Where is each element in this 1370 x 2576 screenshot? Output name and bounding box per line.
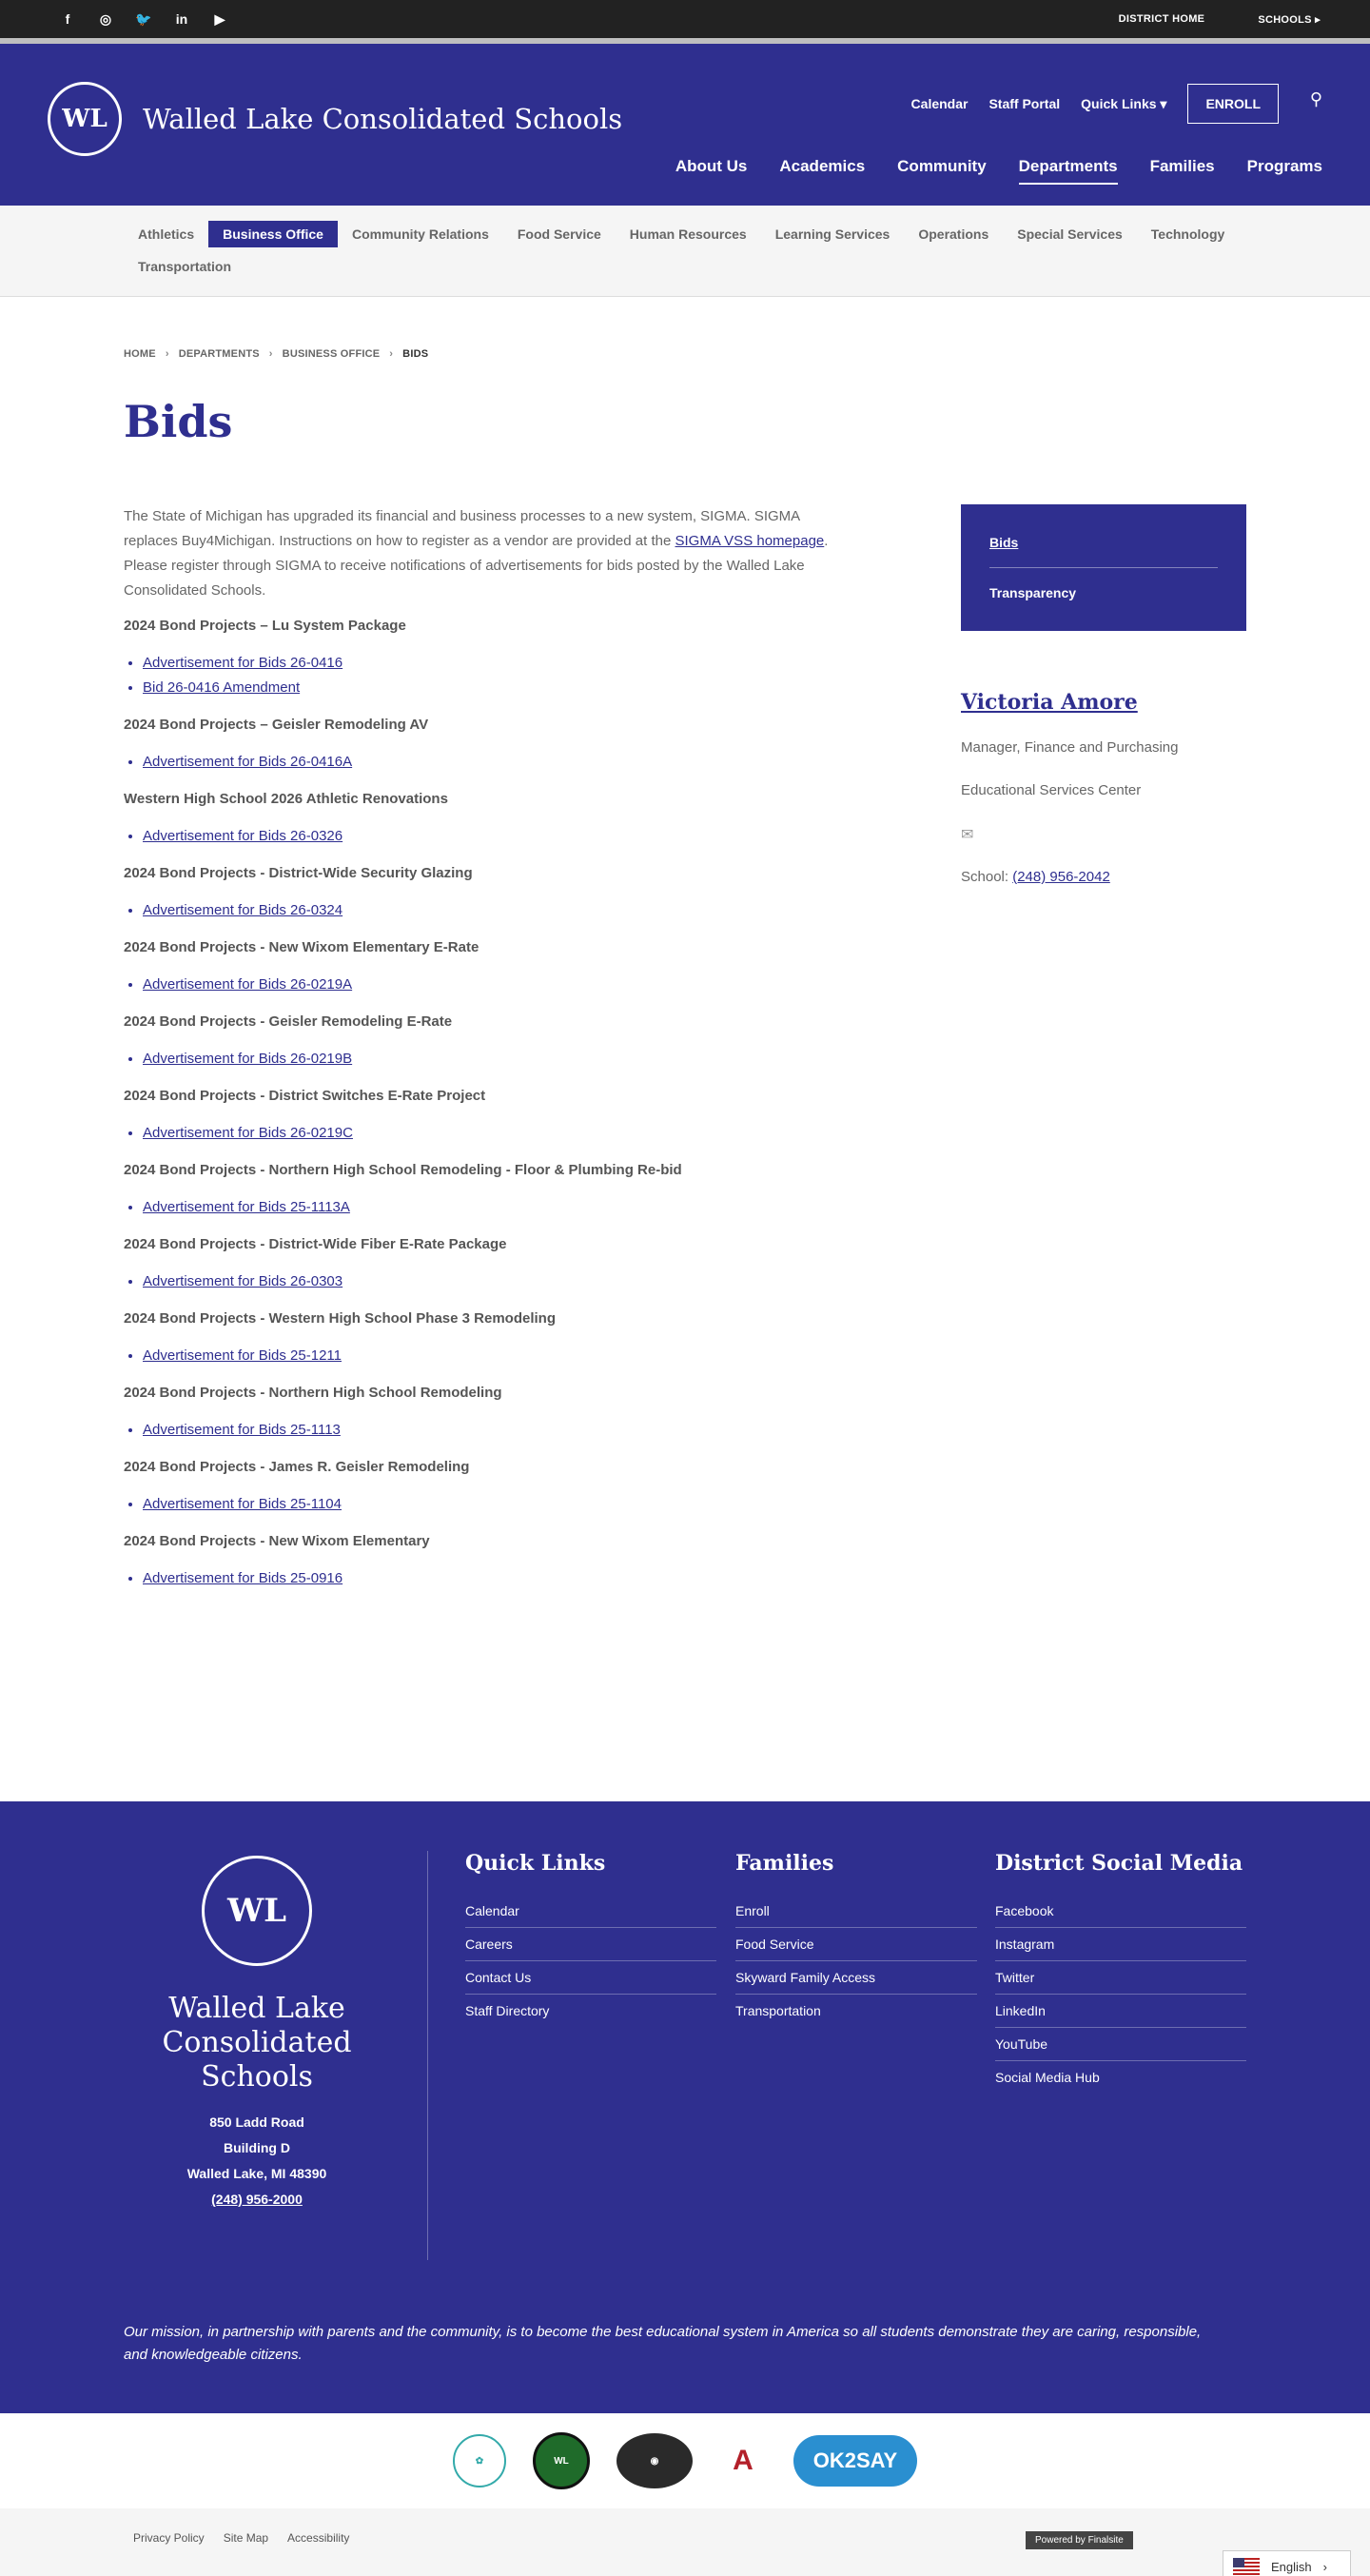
youtube-icon[interactable]: ▶ [214,10,225,27]
address-line-3: Walled Lake, MI 48390 [186,2166,327,2181]
nav-families[interactable]: Families [1149,157,1215,175]
subnav-human-resources[interactable]: Human Resources [629,226,747,242]
contact-title: Manager, Finance and Purchasing [961,739,1179,756]
footer-link-staff-directory[interactable]: Staff Directory [465,2003,550,2018]
bid-link-list [124,898,847,923]
list-item [143,1492,847,1517]
footer-link-careers[interactable]: Careers [465,1928,716,1961]
list-item [143,676,847,700]
bid-document-link[interactable]: Advertisement for Bids 25-1211 [143,1347,342,1364]
bid-document-link[interactable]: Bid 26-0416 Amendment [143,679,301,696]
footer-link-food-service[interactable]: Food Service [735,1928,977,1961]
main-content [0,297,1370,1801]
bid-section-title: 2024 Bond Projects - Northern High School Remodeling - Floor & Plumbing Re-bid [124,1162,682,1178]
nav-about-us[interactable]: About Us [675,157,748,175]
nav-academics[interactable]: Academics [779,157,866,175]
nav-programs[interactable]: Programs [1246,157,1322,175]
breadcrumb-departments[interactable]: DEPARTMENTS [178,348,260,360]
footer-link-transportation[interactable]: Transportation [735,2003,821,2018]
privacy-policy-link[interactable]: Privacy Policy [133,2531,205,2545]
bid-section [124,1530,847,1591]
bid-link-list [124,1418,847,1443]
footer-link-contact-us[interactable]: Contact Us [465,1961,716,1995]
facebook-icon[interactable]: f [65,11,70,27]
sidenav-bids[interactable]: Bids [989,523,1218,568]
us-flag-icon [1233,2558,1260,2575]
page-title: Bids [124,396,233,447]
site-footer [0,1801,1370,2413]
subnav-operations[interactable]: Operations [918,226,989,242]
bid-section [124,1085,847,1146]
footer-link-facebook[interactable]: Facebook [995,1895,1246,1928]
list-item [143,1047,847,1072]
social-icons [55,7,232,31]
quick-links-dropdown[interactable]: Quick Links ▾ [1081,95,1167,111]
contact-phone-row [961,869,1246,885]
footer-link-linkedin[interactable]: LinkedIn [995,1995,1246,2028]
subnav-business-office[interactable]: Business Office [208,221,338,247]
mission-statement: Our mission, in partnership with parents and the community, is to become the best educational system in America so all students demonstrate they are caring, responsible, and knowledgeable citizens. [124,2324,1202,2363]
bid-link-list [124,1195,847,1220]
contact-location: Educational Services Center [961,782,1142,798]
a-logo[interactable]: A [733,2445,754,2476]
site-title[interactable]: Walled Lake Consolidated Schools [143,103,623,135]
bid-section-title: 2024 Bond Projects - Geisler Remodeling E-Rate [124,1013,453,1030]
bid-document-link[interactable]: Advertisement for Bids 25-1104 [143,1496,342,1512]
bid-link-list [124,1269,847,1294]
instagram-icon[interactable]: ◎ [99,10,112,27]
bid-sections [124,615,847,1591]
partner-logos [0,2413,1370,2508]
linkedin-icon[interactable]: in [175,11,188,27]
list-item [143,1566,847,1591]
list-item [143,973,847,997]
bid-section-title: 2024 Bond Projects - New Wixom Elementary E-Rate [124,939,480,955]
bid-document-link[interactable]: Advertisement for Bids 26-0303 [143,1273,343,1289]
footer-link-skyward[interactable]: Skyward Family Access [735,1961,977,1995]
intro-text-2: . Please register through SIGMA to receive notifications of advertisements for bids posted by the Walled Lake Consolidated Schools. [124,533,829,599]
bid-document-link[interactable]: Advertisement for Bids 26-0219B [143,1051,353,1067]
bid-section-title: 2024 Bond Projects - Northern High School Remodeling [124,1385,502,1401]
language-selector[interactable] [1223,2550,1351,2576]
site-header [0,44,1370,206]
email-icon[interactable]: ✉ [961,827,974,843]
list-item [143,898,847,923]
list-item [143,1418,847,1443]
intro-text-1: The State of Michigan has upgraded its financial and business processes to a new system, SIGMA. SIGMA replaces Buy4Michigan. Instructions on how to register as a vendor are provided at the [124,508,800,549]
powered-by-badge[interactable]: Powered by Finalsite [1026,2531,1133,2549]
calendar-link[interactable]: Calendar [910,96,969,111]
bid-link-list [124,1566,847,1591]
bid-document-link[interactable]: Advertisement for Bids 26-0324 [143,902,343,918]
footer-link-youtube[interactable]: YouTube [995,2028,1246,2061]
bid-section [124,788,847,849]
section-nav [961,504,1246,631]
twitter-icon[interactable]: 🐦 [135,10,152,27]
contact-card [961,690,1246,885]
bid-section-title: 2024 Bond Projects – Geisler Remodeling AV [124,717,429,733]
bid-link-list [124,1047,847,1072]
chevron-right-icon: › [165,348,169,360]
bid-section [124,1382,847,1443]
bid-section-title: 2024 Bond Projects - James R. Geisler Remodeling [124,1459,470,1475]
bid-document-link[interactable]: Advertisement for Bids 25-1113A [143,1199,350,1215]
subnav-technology[interactable]: Technology [1150,226,1225,242]
foundation-logo[interactable]: ✿ [453,2434,506,2488]
bid-document-link[interactable]: Advertisement for Bids 26-0219C [143,1125,353,1141]
list-item [143,1121,847,1146]
bid-section [124,1308,847,1368]
bid-document-link[interactable]: Advertisement for Bids 25-0916 [143,1570,343,1586]
footer-address [124,2110,390,2212]
list-item [143,1269,847,1294]
bid-section [124,615,847,700]
ok2say-logo[interactable]: OK2SAY [793,2435,917,2487]
district-logo[interactable]: WL [48,82,122,156]
quick-links-label: Quick Links [1081,95,1157,111]
bid-link-list [124,1492,847,1517]
quick-links-heading: Quick Links [465,1851,606,1876]
bid-document-link[interactable]: Advertisement for Bids 26-0219A [143,976,353,993]
bid-section-title: 2024 Bond Projects - District-Wide Fiber E-Rate Package [124,1236,507,1252]
breadcrumb-business-office[interactable]: BUSINESS OFFICE [282,348,381,360]
bid-link-list [124,1344,847,1368]
phone-label: School: [961,869,1009,885]
bid-section-title: 2024 Bond Projects – Lu System Package [124,618,406,634]
intro-paragraph [124,504,847,603]
bid-section-title: 2024 Bond Projects - Western High School Phase 3 Remodeling [124,1310,556,1327]
staff-portal-link[interactable]: Staff Portal [988,96,1061,111]
subnav-transportation[interactable]: Transportation [138,259,232,274]
nav-departments[interactable]: Departments [1019,157,1118,185]
schools-label: SCHOOLS [1258,13,1312,26]
footer-logo[interactable]: WL [202,1856,312,1966]
breadcrumb-home[interactable]: HOME [124,348,156,360]
wl-green-logo[interactable]: WL [533,2432,590,2489]
bid-section-title: 2024 Bond Projects - New Wixom Elementary [124,1533,430,1549]
bid-section [124,1159,847,1220]
chevron-right-icon: › [268,348,273,360]
chevron-right-icon: › [389,348,394,360]
contact-name[interactable]: Victoria Amore [961,690,1138,715]
contact-phone-link[interactable]: (248) 956-2042 [1012,869,1110,885]
social-heading: District Social Media [995,1851,1243,1876]
breadcrumb-current: BIDS [402,348,429,360]
bid-section [124,714,847,775]
bid-section [124,936,847,997]
footer-families [735,1851,977,2027]
department-subnav [0,206,1370,297]
bid-section [124,862,847,923]
bid-section-title: Western High School 2026 Athletic Renovations [124,791,448,807]
utility-bar [0,0,1370,38]
language-label: English [1271,2559,1312,2574]
enroll-button[interactable]: ENROLL [1187,84,1279,124]
sidebar [961,504,1246,912]
subnav-learning-services[interactable]: Learning Services [774,226,890,242]
footer-link-enroll[interactable]: Enroll [735,1895,977,1928]
breadcrumb [124,348,428,360]
subnav-community-relations[interactable]: Community Relations [351,226,489,242]
main-nav [675,157,1322,185]
footer-divider [427,1851,428,2260]
bid-link-list [124,973,847,997]
bid-document-link[interactable]: Advertisement for Bids 26-0416A [143,754,353,770]
bid-link-list [124,750,847,775]
sidenav-transparency[interactable]: Transparency [989,585,1077,600]
bid-section [124,1456,847,1517]
footer-quick-links [465,1851,716,2027]
bid-section [124,1233,847,1294]
bid-link-list [124,651,847,700]
footer-social [995,1851,1246,2094]
list-item [143,651,847,676]
bid-link-list [124,824,847,849]
bid-section-title: 2024 Bond Projects - District Switches E-Rate Project [124,1088,486,1104]
search-icon[interactable]: ⚲ [1309,89,1322,108]
footer-phone-link[interactable]: (248) 956-2000 [211,2192,303,2207]
footer-link-social-hub[interactable]: Social Media Hub [995,2070,1100,2085]
bid-link-list [124,1121,847,1146]
nav-community[interactable]: Community [897,157,987,175]
footer-link-instagram[interactable]: Instagram [995,1928,1246,1961]
district-home-link[interactable]: DISTRICT HOME [1118,12,1205,25]
accessibility-link[interactable]: Accessibility [287,2531,350,2545]
list-item [143,1195,847,1220]
bid-section [124,1011,847,1072]
list-item [143,750,847,775]
subnav-special-services[interactable]: Special Services [1017,226,1123,242]
families-heading: Families [735,1851,834,1876]
bid-document-link[interactable]: Advertisement for Bids 26-0416 [143,655,343,671]
bottom-bar [0,2508,1370,2576]
address-line-1: 850 Ladd Road [209,2114,304,2130]
list-item [143,824,847,849]
schools-dropdown[interactable]: SCHOOLS ▸ [1258,13,1321,26]
footer-link-calendar[interactable]: Calendar [465,1895,716,1928]
subnav-athletics[interactable]: Athletics [138,226,195,242]
footer-link-twitter[interactable]: Twitter [995,1961,1246,1995]
list-item [143,1344,847,1368]
bid-document-link[interactable]: Advertisement for Bids 25-1113 [143,1422,341,1438]
bid-section-title: 2024 Bond Projects - District-Wide Security Glazing [124,865,473,881]
footer-district-name: Walled Lake Consolidated Schools [162,1992,352,2094]
sigma-vss-link[interactable]: SIGMA VSS homepage [675,533,825,549]
bids-article [124,504,847,1604]
site-map-link[interactable]: Site Map [223,2531,269,2545]
address-line-2: Building D [224,2140,290,2155]
wlcpto-logo[interactable]: ◉ [616,2433,693,2488]
subnav-food-service[interactable]: Food Service [517,226,601,242]
bid-document-link[interactable]: Advertisement for Bids 26-0326 [143,828,343,844]
chevron-right-icon: › [1322,2559,1327,2574]
